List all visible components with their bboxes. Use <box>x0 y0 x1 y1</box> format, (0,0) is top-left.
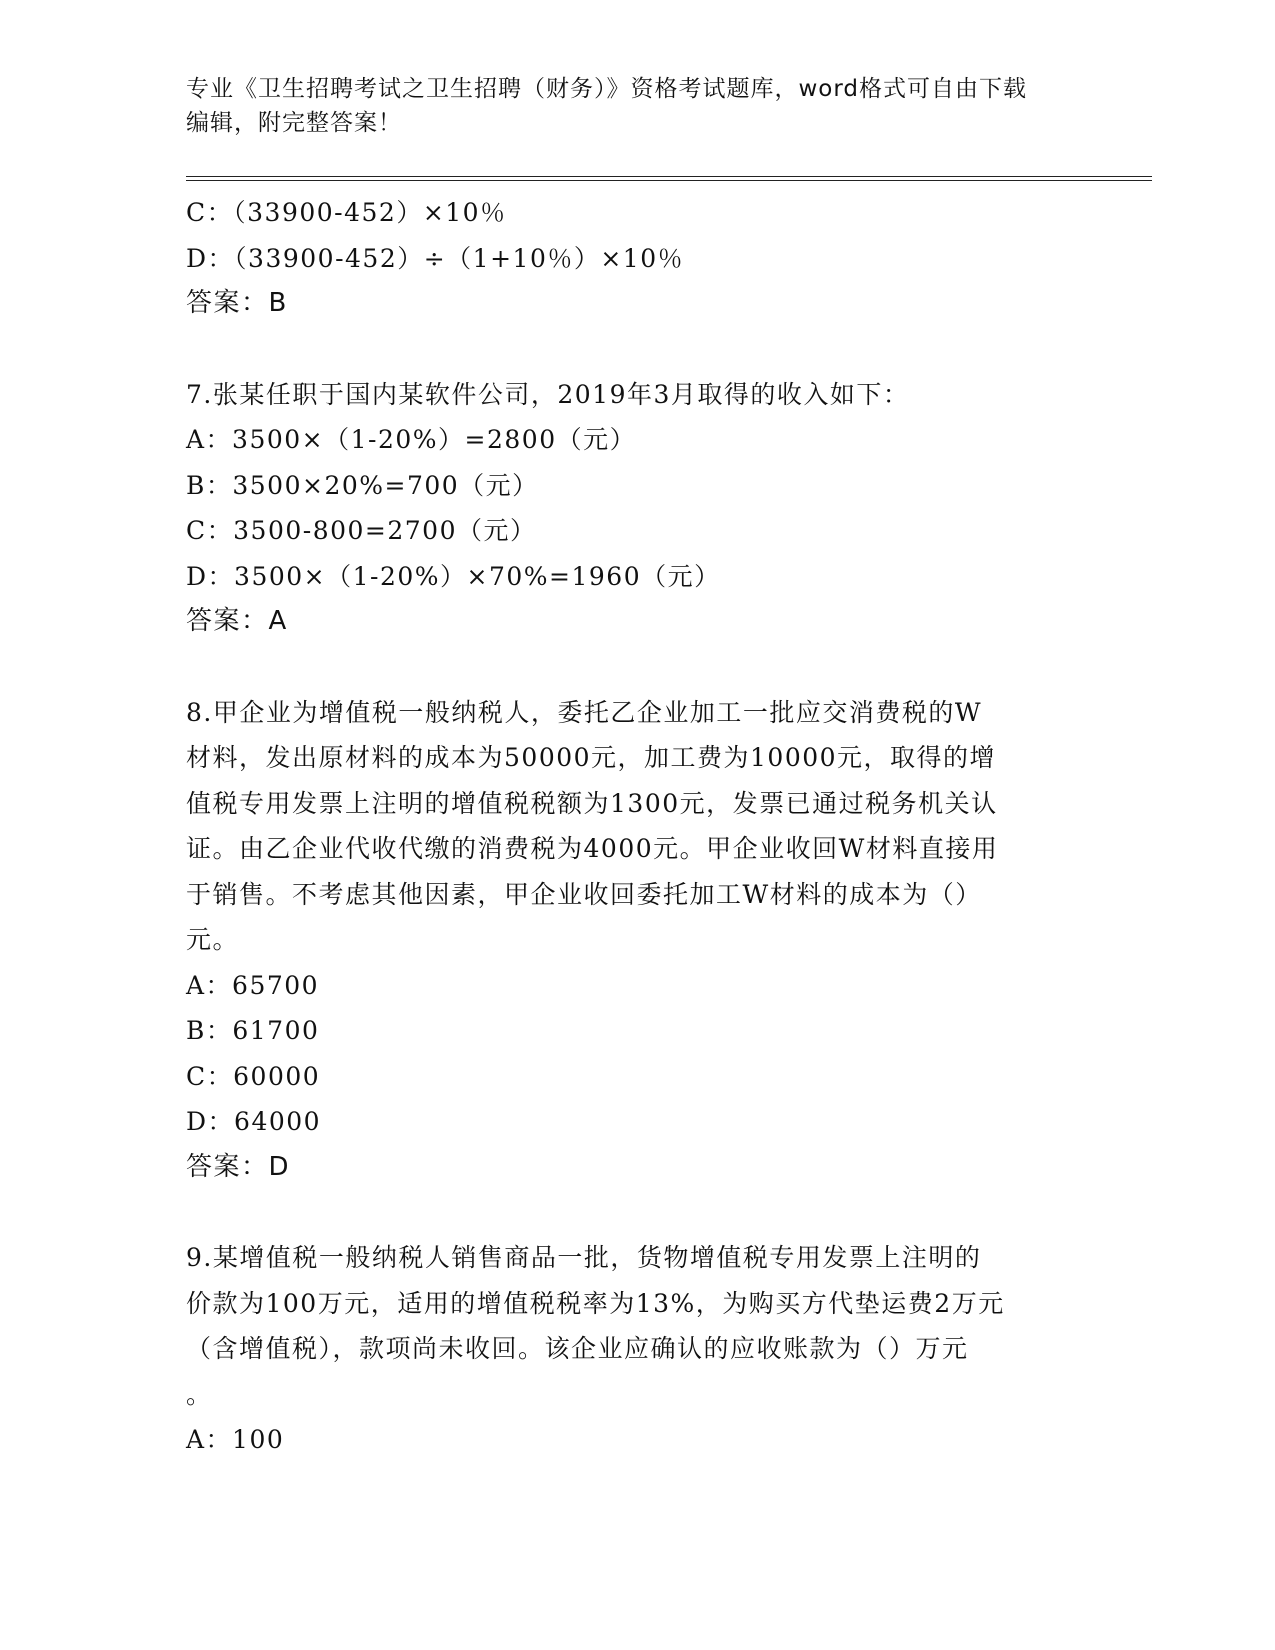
q7-option-d: D：3500×（1-20%）×70%=1960（元） <box>186 561 721 591</box>
q8-stem-line: 8.甲企业为增值税一般纳税人，委托乙企业加工一批应交消费税的W <box>186 697 983 727</box>
question-8 <box>186 690 1086 1191</box>
q9-stem-line: 。 <box>186 1379 213 1409</box>
q9-option-a: A：100 <box>186 1425 285 1454</box>
q7-option-a: A：3500×（1-20%）=2800（元） <box>186 425 637 454</box>
header-divider-bottom <box>186 180 1152 181</box>
document-header <box>186 72 1066 140</box>
header-divider-top <box>186 176 1152 177</box>
q8-stem-line: 材料，发出原材料的成本为50000元，加工费为10000元，取得的增 <box>186 743 997 772</box>
q8-stem-line: 值税专用发票上注明的增值税税额为1300元，发票已通过税务机关认 <box>186 788 998 818</box>
q8-stem-line: 于销售。不考虑其他因素，甲企业收回委托加工W材料的成本为（） <box>186 879 982 909</box>
q8-option-a: A：65700 <box>186 970 320 1000</box>
q8-option-b: B：61700 <box>186 1016 320 1045</box>
q6-option-d: D：（33900-452）÷（1+10％）×10％ <box>186 243 685 273</box>
q8-stem-line: 证。由乙企业代收代缴的消费税为4000元。甲企业收回W材料直接用 <box>186 834 999 863</box>
spacer <box>186 327 1086 372</box>
q9-stem-line: 9.某增值税一般纳税人销售商品一批，货物增值税专用发票上注明的 <box>186 1243 982 1272</box>
q8-stem-line: 元。 <box>186 925 240 954</box>
header-line-1: 专业《卫生招聘考试之卫生招聘（财务）》资格考试题库，word格式可自由下载 <box>186 76 1028 102</box>
header-line-2: 编辑，附完整答案！ <box>186 110 402 136</box>
question-7 <box>186 372 1086 645</box>
q6-option-c: C：（33900-452）×10％ <box>186 198 507 227</box>
question-6 <box>186 190 1086 327</box>
q7-option-b: B：3500×20%=700（元） <box>186 470 539 500</box>
q8-option-d: D：64000 <box>186 1107 322 1136</box>
q9-stem-line: 价款为100万元，适用的增值税税率为13%，为购买方代垫运费2万元 <box>186 1288 1005 1318</box>
question-list <box>186 190 1086 1463</box>
q8-option-c: C：60000 <box>186 1061 321 1091</box>
q7-answer: 答案：A <box>186 606 288 636</box>
q6-answer: 答案：B <box>186 288 288 318</box>
spacer <box>186 645 1086 690</box>
q7-stem: 7.张某任职于国内某软件公司，2019年3月取得的收入如下： <box>186 379 910 409</box>
q9-stem-line: （含增值税），款项尚未收回。该企业应确认的应收账款为（）万元 <box>186 1334 969 1363</box>
q7-option-c: C：3500-800=2700（元） <box>186 516 537 545</box>
question-9 <box>186 1235 1086 1463</box>
q8-answer: 答案：D <box>186 1151 291 1182</box>
spacer <box>186 1190 1086 1235</box>
